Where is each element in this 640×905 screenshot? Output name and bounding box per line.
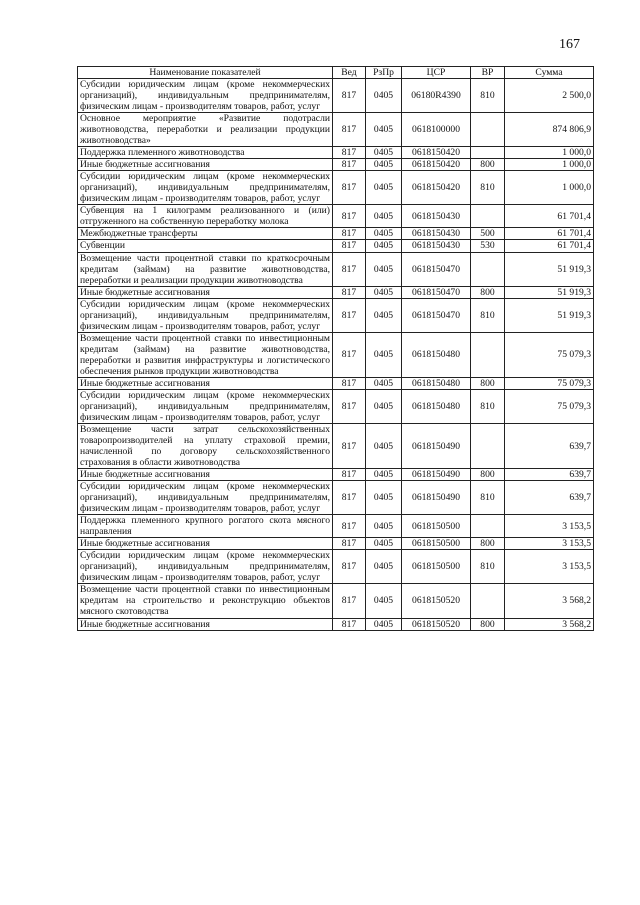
cell-name: Субсидии юридическим лицам (кроме некоммерческих организаций), индивидуальным предпринимателям, физическим лицам - производителям товаров, работ, услуг bbox=[78, 481, 333, 515]
cell-rzpr: 0405 bbox=[366, 377, 402, 389]
cell-ved: 817 bbox=[333, 113, 366, 147]
cell-sum: 639,7 bbox=[505, 469, 594, 481]
cell-vr: 800 bbox=[471, 159, 505, 171]
cell-sum: 61 701,4 bbox=[505, 240, 594, 252]
cell-csr: 0618150500 bbox=[402, 550, 471, 584]
cell-ved: 817 bbox=[333, 481, 366, 515]
cell-ved: 817 bbox=[333, 205, 366, 228]
cell-csr: 0618150430 bbox=[402, 240, 471, 252]
cell-csr: 0618150490 bbox=[402, 423, 471, 468]
cell-ved: 817 bbox=[333, 618, 366, 630]
cell-ved: 817 bbox=[333, 171, 366, 205]
table-row bbox=[78, 332, 594, 377]
cell-sum: 1 000,0 bbox=[505, 147, 594, 159]
cell-vr: 530 bbox=[471, 240, 505, 252]
cell-rzpr: 0405 bbox=[366, 584, 402, 618]
table-row bbox=[78, 159, 594, 171]
cell-sum: 75 079,3 bbox=[505, 377, 594, 389]
cell-name: Возмещение части процентной ставки по инвестиционным кредитам (займам) на развитие животноводства, переработки и развития инфраструктуры и логистического обеспечения рынков продукции животноводства bbox=[78, 332, 333, 377]
cell-rzpr: 0405 bbox=[366, 298, 402, 332]
cell-rzpr: 0405 bbox=[366, 515, 402, 538]
cell-csr: 0618150420 bbox=[402, 147, 471, 159]
cell-vr bbox=[471, 423, 505, 468]
page-number: 167 bbox=[559, 37, 580, 52]
table-row bbox=[78, 481, 594, 515]
cell-ved: 817 bbox=[333, 240, 366, 252]
cell-vr: 800 bbox=[471, 469, 505, 481]
cell-vr: 810 bbox=[471, 481, 505, 515]
cell-csr: 0618150480 bbox=[402, 389, 471, 423]
cell-sum: 61 701,4 bbox=[505, 205, 594, 228]
cell-vr bbox=[471, 515, 505, 538]
cell-csr: 0618150470 bbox=[402, 298, 471, 332]
cell-rzpr: 0405 bbox=[366, 240, 402, 252]
cell-name: Субвенция на 1 килограмм реализованного и (или) отгруженного на собственную переработку молока bbox=[78, 205, 333, 228]
cell-sum: 1 000,0 bbox=[505, 159, 594, 171]
cell-sum: 51 919,3 bbox=[505, 286, 594, 298]
cell-name: Поддержка племенного крупного рогатого скота мясного направления bbox=[78, 515, 333, 538]
cell-rzpr: 0405 bbox=[366, 389, 402, 423]
cell-name: Возмещение части процентной ставки по инвестиционным кредитам на строительство и реконструкцию объектов мясного скотоводства bbox=[78, 584, 333, 618]
cell-name: Межбюджетные трансферты bbox=[78, 228, 333, 240]
cell-vr bbox=[471, 584, 505, 618]
cell-rzpr: 0405 bbox=[366, 538, 402, 550]
cell-ved: 817 bbox=[333, 423, 366, 468]
cell-rzpr: 0405 bbox=[366, 113, 402, 147]
table-row bbox=[78, 423, 594, 468]
cell-ved: 817 bbox=[333, 550, 366, 584]
cell-vr bbox=[471, 205, 505, 228]
table-header-row bbox=[78, 67, 594, 79]
cell-name: Субвенции bbox=[78, 240, 333, 252]
table-row bbox=[78, 205, 594, 228]
cell-vr bbox=[471, 252, 505, 286]
cell-rzpr: 0405 bbox=[366, 423, 402, 468]
cell-sum: 2 500,0 bbox=[505, 79, 594, 113]
cell-csr: 0618150420 bbox=[402, 171, 471, 205]
cell-csr: 0618150520 bbox=[402, 618, 471, 630]
cell-ved: 817 bbox=[333, 252, 366, 286]
cell-ved: 817 bbox=[333, 389, 366, 423]
budget-table bbox=[77, 66, 594, 631]
cell-vr: 810 bbox=[471, 298, 505, 332]
cell-name: Иные бюджетные ассигнования bbox=[78, 159, 333, 171]
cell-sum: 874 806,9 bbox=[505, 113, 594, 147]
cell-vr bbox=[471, 113, 505, 147]
table-row bbox=[78, 515, 594, 538]
cell-name: Субсидии юридическим лицам (кроме некоммерческих организаций), индивидуальным предпринимателям, физическим лицам - производителям товаров, работ, услуг bbox=[78, 298, 333, 332]
cell-name: Поддержка племенного животноводства bbox=[78, 147, 333, 159]
cell-vr: 810 bbox=[471, 79, 505, 113]
cell-sum: 3 568,2 bbox=[505, 618, 594, 630]
cell-sum: 75 079,3 bbox=[505, 332, 594, 377]
cell-csr: 0618150430 bbox=[402, 205, 471, 228]
cell-rzpr: 0405 bbox=[366, 205, 402, 228]
header-name: Наименование показателей bbox=[78, 67, 333, 79]
cell-vr: 800 bbox=[471, 618, 505, 630]
table-row bbox=[78, 469, 594, 481]
cell-vr bbox=[471, 332, 505, 377]
cell-vr: 810 bbox=[471, 171, 505, 205]
cell-csr: 0618150420 bbox=[402, 159, 471, 171]
cell-vr: 500 bbox=[471, 228, 505, 240]
cell-ved: 817 bbox=[333, 584, 366, 618]
cell-sum: 1 000,0 bbox=[505, 171, 594, 205]
cell-csr: 0618150490 bbox=[402, 469, 471, 481]
table-row bbox=[78, 240, 594, 252]
table-row bbox=[78, 550, 594, 584]
cell-name: Возмещение части процентной ставки по краткосрочным кредитам (займам) на развитие животноводства, переработки и реализации продукции животноводства bbox=[78, 252, 333, 286]
cell-rzpr: 0405 bbox=[366, 469, 402, 481]
header-ved: Вед bbox=[333, 67, 366, 79]
cell-sum: 51 919,3 bbox=[505, 252, 594, 286]
cell-ved: 817 bbox=[333, 286, 366, 298]
cell-name: Иные бюджетные ассигнования bbox=[78, 377, 333, 389]
cell-rzpr: 0405 bbox=[366, 286, 402, 298]
cell-csr: 0618150500 bbox=[402, 538, 471, 550]
cell-name: Основное мероприятие «Развитие подотрасли животноводства, переработки и реализации продукции животноводства» bbox=[78, 113, 333, 147]
cell-vr: 800 bbox=[471, 538, 505, 550]
cell-csr: 0618150520 bbox=[402, 584, 471, 618]
table-row bbox=[78, 389, 594, 423]
table-row bbox=[78, 147, 594, 159]
cell-name: Субсидии юридическим лицам (кроме некоммерческих организаций), индивидуальным предпринимателям, физическим лицам - производителям товаров, работ, услуг bbox=[78, 79, 333, 113]
cell-rzpr: 0405 bbox=[366, 171, 402, 205]
table-row bbox=[78, 228, 594, 240]
cell-name: Субсидии юридическим лицам (кроме некоммерческих организаций), индивидуальным предпринимателям, физическим лицам - производителям товаров, работ, услуг bbox=[78, 389, 333, 423]
cell-rzpr: 0405 bbox=[366, 79, 402, 113]
cell-ved: 817 bbox=[333, 147, 366, 159]
cell-csr: 0618150470 bbox=[402, 252, 471, 286]
header-rzpr: РзПр bbox=[366, 67, 402, 79]
cell-ved: 817 bbox=[333, 515, 366, 538]
table-row bbox=[78, 252, 594, 286]
cell-vr: 810 bbox=[471, 550, 505, 584]
cell-rzpr: 0405 bbox=[366, 147, 402, 159]
cell-rzpr: 0405 bbox=[366, 228, 402, 240]
cell-name: Иные бюджетные ассигнования bbox=[78, 538, 333, 550]
cell-sum: 61 701,4 bbox=[505, 228, 594, 240]
cell-sum: 75 079,3 bbox=[505, 389, 594, 423]
header-csr: ЦСР bbox=[402, 67, 471, 79]
header-sum: Сумма bbox=[505, 67, 594, 79]
table-row bbox=[78, 298, 594, 332]
cell-name: Субсидии юридическим лицам (кроме некоммерческих организаций), индивидуальным предпринимателям, физическим лицам - производителям товаров, работ, услуг bbox=[78, 171, 333, 205]
cell-csr: 0618150430 bbox=[402, 228, 471, 240]
cell-vr: 800 bbox=[471, 377, 505, 389]
cell-csr: 0618150480 bbox=[402, 332, 471, 377]
cell-vr: 810 bbox=[471, 389, 505, 423]
cell-sum: 3 153,5 bbox=[505, 538, 594, 550]
cell-sum: 3 568,2 bbox=[505, 584, 594, 618]
cell-rzpr: 0405 bbox=[366, 252, 402, 286]
cell-rzpr: 0405 bbox=[366, 332, 402, 377]
cell-ved: 817 bbox=[333, 332, 366, 377]
cell-name: Возмещение части затрат сельскохозяйственных товаропроизводителей на уплату страховой премии, начисленной по договору сельскохозяйственного страхования в области животноводства bbox=[78, 423, 333, 468]
cell-sum: 3 153,5 bbox=[505, 550, 594, 584]
table-row bbox=[78, 286, 594, 298]
cell-name: Иные бюджетные ассигнования bbox=[78, 286, 333, 298]
cell-sum: 639,7 bbox=[505, 423, 594, 468]
cell-ved: 817 bbox=[333, 469, 366, 481]
table-row bbox=[78, 618, 594, 630]
cell-ved: 817 bbox=[333, 298, 366, 332]
table-row bbox=[78, 584, 594, 618]
cell-ved: 817 bbox=[333, 538, 366, 550]
cell-sum: 3 153,5 bbox=[505, 515, 594, 538]
cell-name: Субсидии юридическим лицам (кроме некоммерческих организаций), индивидуальным предпринимателям, физическим лицам - производителям товаров, работ, услуг bbox=[78, 550, 333, 584]
cell-csr: 0618150500 bbox=[402, 515, 471, 538]
cell-vr: 800 bbox=[471, 286, 505, 298]
cell-csr: 0618150470 bbox=[402, 286, 471, 298]
cell-csr: 06180R4390 bbox=[402, 79, 471, 113]
table-row bbox=[78, 79, 594, 113]
cell-ved: 817 bbox=[333, 228, 366, 240]
cell-csr: 0618150490 bbox=[402, 481, 471, 515]
table-row bbox=[78, 171, 594, 205]
cell-name: Иные бюджетные ассигнования bbox=[78, 469, 333, 481]
table-row bbox=[78, 538, 594, 550]
cell-rzpr: 0405 bbox=[366, 550, 402, 584]
cell-csr: 0618150480 bbox=[402, 377, 471, 389]
cell-vr bbox=[471, 147, 505, 159]
cell-rzpr: 0405 bbox=[366, 481, 402, 515]
table-row bbox=[78, 377, 594, 389]
cell-sum: 51 919,3 bbox=[505, 298, 594, 332]
cell-csr: 0618100000 bbox=[402, 113, 471, 147]
header-vr: ВР bbox=[471, 67, 505, 79]
cell-sum: 639,7 bbox=[505, 481, 594, 515]
cell-rzpr: 0405 bbox=[366, 159, 402, 171]
cell-ved: 817 bbox=[333, 159, 366, 171]
cell-ved: 817 bbox=[333, 79, 366, 113]
cell-ved: 817 bbox=[333, 377, 366, 389]
cell-name: Иные бюджетные ассигнования bbox=[78, 618, 333, 630]
table-row bbox=[78, 113, 594, 147]
cell-rzpr: 0405 bbox=[366, 618, 402, 630]
